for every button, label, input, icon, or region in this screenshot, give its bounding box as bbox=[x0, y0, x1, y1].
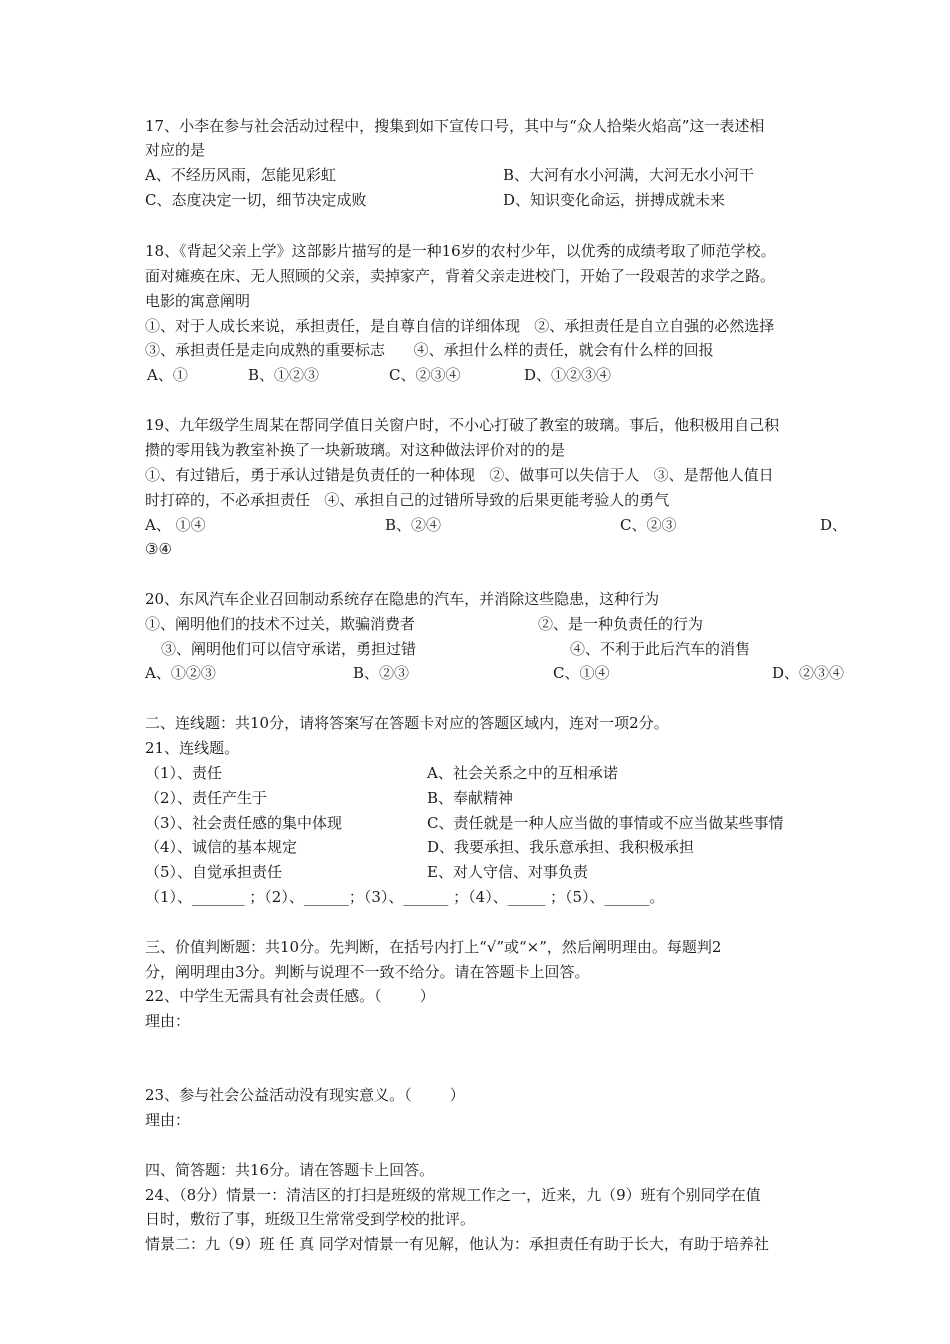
q21-answer-blanks: （1）、_______ ；（2）、______；（3）、______ ；（4）、_____ ；（5）、______。 bbox=[145, 888, 665, 906]
q23-stem: 23、参与社会公益活动没有现实意义。（ ） bbox=[145, 1086, 465, 1104]
q17-stem-line1: 17、小李在参与社会活动过程中，搜集到如下宣传口号，其中与“众人拾柴火焰高”这一表述相 bbox=[145, 117, 765, 135]
section4-title: 四、简答题：共16分。请在答题卡上回答。 bbox=[145, 1161, 435, 1179]
q19-option-d: D、 bbox=[820, 516, 848, 534]
q18-stem-line3: 电影的寓意阐明 bbox=[145, 292, 251, 310]
q19-option-c: C、②③ bbox=[620, 516, 677, 534]
q24-line3: 情景二：九（9）班 任 真 同学对情景一有见解，他认为：承担责任有助于长大，有助于培养社 bbox=[145, 1235, 769, 1253]
q18-item-line1: ①、对于人成长来说，承担责任，是自尊自信的详细体现 ②、承担责任是自立自强的必然选择 bbox=[145, 317, 775, 335]
q20-stem: 20、东风汽车企业召回制动系统存在隐患的汽车，并消除这些隐患，这种行为 bbox=[145, 590, 660, 608]
q18-stem-line2: 面对瘫痪在床、无人照顾的父亲，卖掉家产，背着父亲走进校门，开始了一段艰苦的求学之路。 bbox=[145, 267, 776, 285]
q18-option-a: A、① bbox=[147, 366, 188, 384]
q20-item1: ①、阐明他们的技术不过关，欺骗消费者 bbox=[145, 615, 416, 633]
q21-right-d: D、我要承担、我乐意承担、我积极承担 bbox=[427, 838, 695, 856]
q17-option-b: B、大河有水小河满，大河无水小河干 bbox=[503, 166, 755, 184]
q21-right-b: B、奉献精神 bbox=[427, 789, 514, 807]
section3-title-line1: 三、价值判断题：共10分。先判断，在括号内打上“√”或“×”，然后阐明理由。每题判2 bbox=[145, 938, 722, 956]
q21-stem: 21、连线题。 bbox=[145, 739, 240, 757]
q24-line1: 24、（8分）情景一：清洁区的打扫是班级的常规工作之一，近来，九（9）班有个别同学在值 bbox=[145, 1186, 761, 1204]
q19-item-line2: 时打碎的，不必承担责任 ④、承担自己的过错所导致的后果更能考验人的勇气 bbox=[145, 491, 670, 509]
q21-left-1: （1）、责任 bbox=[145, 764, 223, 782]
q20-item4: ④、不利于此后汽车的消售 bbox=[570, 640, 751, 658]
q20-item3: ③、阐明他们可以信守承诺，勇担过错 bbox=[161, 640, 417, 658]
q19-option-a: A、 ①④ bbox=[145, 516, 206, 534]
q19-item-line1: ①、有过错后，勇于承认过错是负责任的一种体现 ②、做事可以失信于人 ③、是帮他人值日 bbox=[145, 466, 774, 484]
section3-title-line2: 分，阐明理由3分。判断与说理不一致不给分。请在答题卡上回答。 bbox=[145, 963, 590, 981]
q20-option-b: B、②③ bbox=[353, 664, 410, 682]
q20-option-d: D、②③④ bbox=[772, 664, 845, 682]
q18-option-d: D、①②③④ bbox=[524, 366, 612, 384]
q17-option-d: D、知识变化命运，拼搏成就未来 bbox=[503, 191, 726, 209]
q18-option-b: B、①②③ bbox=[248, 366, 320, 384]
q21-left-2: （2）、责任产生于 bbox=[145, 789, 268, 807]
q17-option-c: C、态度决定一切，细节决定成败 bbox=[145, 191, 367, 209]
q18-option-c: C、②③④ bbox=[389, 366, 461, 384]
q22-reason-label: 理由： bbox=[145, 1012, 191, 1030]
q21-left-4: （4）、诚信的基本规定 bbox=[145, 838, 298, 856]
q19-option-b: B、②④ bbox=[385, 516, 442, 534]
q24-line2: 日时，敷衍了事，班级卫生常常受到学校的批评。 bbox=[145, 1210, 476, 1228]
q19-stem-line2: 攒的零用钱为教室补换了一块新玻璃。对这种做法评价对的的是 bbox=[145, 441, 566, 459]
q23-reason-label: 理由： bbox=[145, 1111, 191, 1129]
q21-left-3: （3）、社会责任感的集中体现 bbox=[145, 814, 343, 832]
q19-stem-line1: 19、九年级学生周某在帮同学值日关窗户时，不小心打破了教室的玻璃。事后，他积极用自己积 bbox=[145, 416, 780, 434]
q21-right-c: C、责任就是一种人应当做的事情或不应当做某些事情 bbox=[427, 814, 784, 832]
q20-option-c: C、①④ bbox=[553, 664, 610, 682]
q17-option-a: A、不经历风雨，怎能见彩虹 bbox=[145, 166, 336, 184]
q19-option-d-value: ③④ bbox=[145, 540, 172, 558]
q21-right-a: A、社会关系之中的互相承诺 bbox=[427, 764, 618, 782]
q20-option-a: A、①②③ bbox=[145, 664, 216, 682]
section2-title: 二、连线题：共10分，请将答案写在答题卡对应的答题区域内，连对一项2分。 bbox=[145, 714, 669, 732]
q17-stem-line2: 对应的是 bbox=[145, 141, 206, 159]
q20-item2: ②、是一种负责任的行为 bbox=[538, 615, 704, 633]
q18-stem-line1: 18、《背起父亲上学》这部影片描写的是一种16岁的农村少年，以优秀的成绩考取了师范学校。 bbox=[145, 242, 776, 260]
q22-stem: 22、中学生无需具有社会责任感。（ ） bbox=[145, 987, 435, 1005]
q18-item-line2: ③、承担责任是走向成熟的重要标志 ④、承担什么样的责任，就会有什么样的回报 bbox=[145, 341, 714, 359]
q21-left-5: （5）、自觉承担责任 bbox=[145, 863, 283, 881]
q21-right-e: E、对人守信、对事负责 bbox=[427, 863, 588, 881]
